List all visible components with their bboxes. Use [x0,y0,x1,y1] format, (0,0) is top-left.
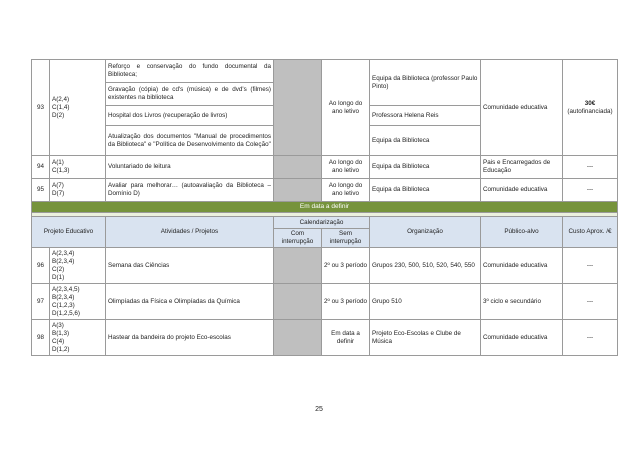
row-number: 93 [32,60,50,156]
header-cost: Custo Aprox. /€ [563,217,618,248]
objectives-cell [50,320,106,356]
organization-cell: Projeto Eco-Escolas e Clube de Música [370,320,481,356]
table-row [32,284,618,320]
with-interruption-cell [274,248,322,284]
header-activities: Atividades / Projetos [106,217,274,248]
table-row [32,320,618,356]
cost-cell: --- [563,248,618,284]
activity-cell: Hastear da bandeira do projeto Eco-escolas [106,320,274,356]
cost-cell [563,60,618,156]
activity-cell: Atualização dos documentos "Manual de procedimentos da Biblioteca" e "Política de Desenvolvimento da Coleção" [106,126,274,156]
calendar-cell: Em data a definir [322,320,370,356]
with-interruption-cell [274,156,322,179]
header-without-interruption: Sem interrupção [322,229,370,248]
calendar-cell: 2º ou 3 período [322,284,370,320]
organization-cell: Grupo 510 [370,284,481,320]
objective: D(1,2) [52,345,70,353]
objective: D(7) [52,190,65,197]
objective: A(3) [52,321,64,329]
objectives-cell [50,156,106,179]
objective: B(2,3,4) [52,293,75,301]
cost-note: (autofinanciada) [567,107,613,115]
objective: A(2,3,4,5) [52,285,80,293]
objectives-cell [50,284,106,320]
table-row [32,156,618,179]
objective: B(2,3,4) [52,257,75,265]
cost-value: 30€ [584,99,596,107]
organization-cell: Grupos 230, 500, 510, 520, 540, 550 [370,248,481,284]
activity-cell: Hospital dos Livros (recuperação de livros) [106,106,274,126]
header-organization: Organização [370,217,481,248]
audience-cell: Comunidade educativa [481,60,563,156]
activity-cell: Avaliar para melhorar… (autoavaliação da Biblioteca – Domínio D) [106,179,274,202]
activity-cell: Voluntariado de leitura [106,156,274,179]
table-row [32,248,618,284]
calendar-cell: Ao longo do ano letivo [322,156,370,179]
cost-cell: --- [563,320,618,356]
calendar-cell: Ao longo do ano letivo [322,179,370,202]
activity-cell: Gravação (cópia) de cd's (música) e de dvd's (filmes) existentes na biblioteca [106,83,274,106]
activity-cell: Olimpíadas da Física e Olimpíadas da Química [106,284,274,320]
with-interruption-cell [274,60,322,156]
objective: A(2,3,4) [52,249,75,257]
row-number: 94 [32,156,50,179]
calendar-cell: Ao longo do ano letivo [322,60,370,156]
header-project: Projeto Educativo [32,217,106,248]
objective: A(2,4) [52,95,70,103]
objective: D(1,2,5,6) [52,309,80,317]
objective: B(1,3) [52,329,70,337]
header-with-interruption: Com interrupção [274,229,322,248]
section-band-row [32,202,618,213]
activity-cell: Reforço e conservação do fundo documental da Biblioteca; [106,60,274,83]
objectives-cell [50,179,106,202]
audience-cell: Comunidade educativa [481,179,563,202]
organization-cell: Professora Helena Reis [370,106,481,126]
calendar-cell: 2º ou 3 período [322,248,370,284]
organization-cell: Equipa da Biblioteca [370,126,481,156]
objectives-cell [50,60,106,156]
row-number: 97 [32,284,50,320]
organization-cell: Equipa da Biblioteca [370,156,481,179]
objective: C(1,2,3) [52,301,75,309]
objective: C(2) [52,265,65,273]
header-calendar: Calendarização [274,217,370,229]
section-band: Em data a definir [32,202,618,213]
cost-cell: --- [563,156,618,179]
header-audience: Público-alvo [481,217,563,248]
objective: C(1,3) [52,167,70,174]
objective: C(1,4) [52,103,70,111]
cost-cell: --- [563,179,618,202]
table-row [32,179,618,202]
objective: A(1) [52,159,64,166]
row-number: 95 [32,179,50,202]
organization-cell: Equipa da Biblioteca (professor Paulo Pinto) [370,60,481,106]
objective: D(1) [52,273,65,281]
objective: C(4) [52,337,65,345]
row-number: 98 [32,320,50,356]
with-interruption-cell [274,320,322,356]
table-row [32,60,618,83]
header-row [32,217,618,229]
objective: A(7) [52,182,64,189]
audience-cell: Comunidade educativa [481,320,563,356]
row-number: 96 [32,248,50,284]
audience-cell: Pais e Encarregados de Educação [481,156,563,179]
audience-cell: 3º ciclo e secundário [481,284,563,320]
with-interruption-cell [274,179,322,202]
organization-cell: Equipa da Biblioteca [370,179,481,202]
audience-cell: Comunidade educativa [481,248,563,284]
objectives-cell [50,248,106,284]
activities-table [31,59,618,356]
page-number: 25 [315,406,323,413]
activity-cell: Semana das Ciências [106,248,274,284]
cost-cell: --- [563,284,618,320]
objective: D(2) [52,111,65,119]
with-interruption-cell [274,284,322,320]
